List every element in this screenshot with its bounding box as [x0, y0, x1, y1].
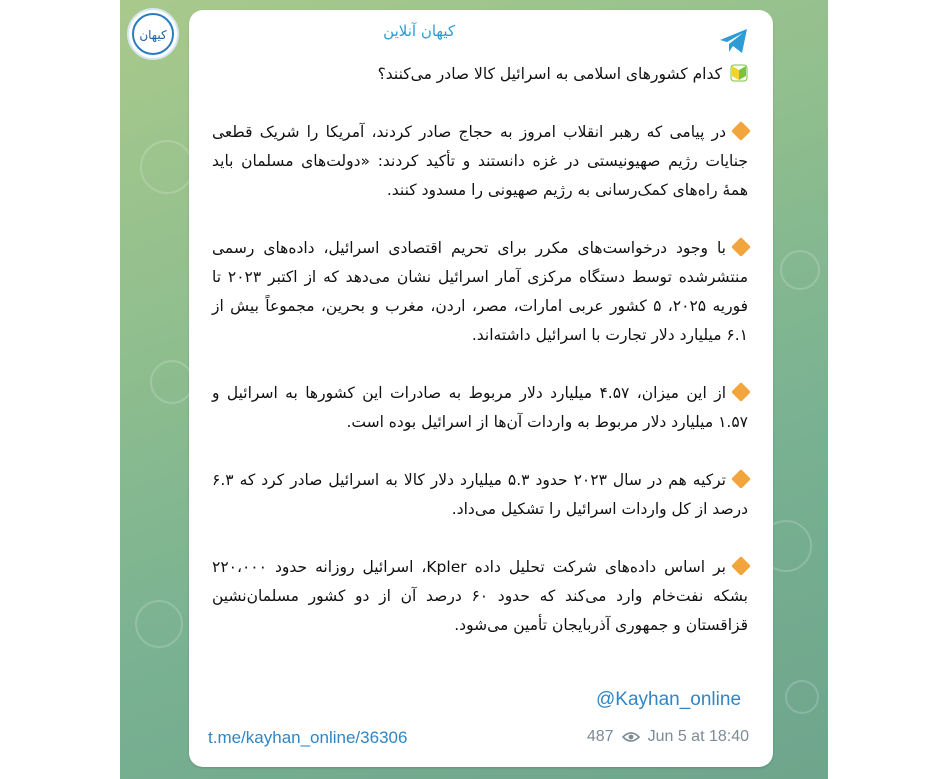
paragraph-text: بر اساس داده‌های شرکت تحلیل داده Kpler، اسرائیل روزانه حدود ۲۲۰،۰۰۰ بشکه نفت‌خام وارد می‌کند که حدود ۶۰ درصد آن از دو کشور مسلمان‌نشین قزاقستان و جمهوری آذربایجان تأمین می‌شود. [212, 558, 748, 634]
post-title: کدام کشورهای اسلامی به اسرائیل کالا صادر می‌کنند؟ [377, 65, 722, 83]
channel-name[interactable]: کیهان آنلاین [383, 22, 455, 40]
channel-avatar[interactable] [127, 8, 179, 60]
post-paragraph [212, 379, 748, 437]
post-paragraph [212, 118, 748, 205]
post-paragraph [212, 466, 748, 524]
kayhan-logo-icon [131, 12, 175, 56]
post-body [212, 60, 748, 669]
paragraph-text: از این میزان، ۴.۵۷ میلیارد دلار مربوط به صادرات این کشورها به اسرائیل و ۱.۵۷ میلیارد دلار مربوط به واردات آن‌ها از اسرائیل بوده است. [212, 384, 748, 431]
eye-icon [622, 731, 640, 743]
diamond-bullet-icon [731, 469, 751, 489]
telegram-icon[interactable] [719, 28, 749, 54]
post-link[interactable]: t.me/kayhan_online/36306 [208, 728, 408, 747]
diamond-bullet-icon [731, 237, 751, 257]
post-timestamp: Jun 5 at 18:40 [647, 728, 749, 745]
channel-handle-link[interactable]: @Kayhan_online [596, 689, 742, 710]
post-paragraph [212, 234, 748, 350]
logo-text: کیهان [139, 28, 167, 42]
paragraph-text: با وجود درخواست‌های مکرر برای تحریم اقتصادی اسرائیل، داده‌های رسمی منتشرشده توسط دستگاه مرکزی آمار اسرائیل نشان می‌دهد که از اکتبر ۲۰۲۳ تا فوریه ۲۰۲۵، ۵ کشور عربی امارات، مصر، اردن، مغرب و بحرین، مجموعاً بیش از ۶.۱ میلیارد دلار تجارت با اسرائیل داشته‌اند. [212, 239, 749, 344]
view-count: 487 [586, 728, 614, 745]
post-title-line [212, 60, 748, 89]
post-meta [587, 728, 749, 746]
post-paragraph [212, 553, 748, 640]
beginner-badge-icon [730, 64, 748, 82]
diamond-bullet-icon [731, 556, 751, 576]
paragraph-text: در پیامی که رهبر انقلاب امروز به حجاج صادر کردند، آمریکا را شریک قطعی جنایات رژیم صهیونیستی در غزه دانستند و تأکید کردند: «دولت‌های مسلمان باید همۀ راه‌های کمک‌رسانی به رژیم صهیونی را مسدود کنند. [212, 123, 748, 199]
diamond-bullet-icon [731, 121, 751, 141]
paragraph-text: ترکیه هم در سال ۲۰۲۳ حدود ۵.۳ میلیارد دلار کالا به اسرائیل صادر کرد که ۶.۳ درصد از کل واردات اسرائیل را تشکیل می‌داد. [212, 471, 748, 518]
diamond-bullet-icon [731, 382, 751, 402]
